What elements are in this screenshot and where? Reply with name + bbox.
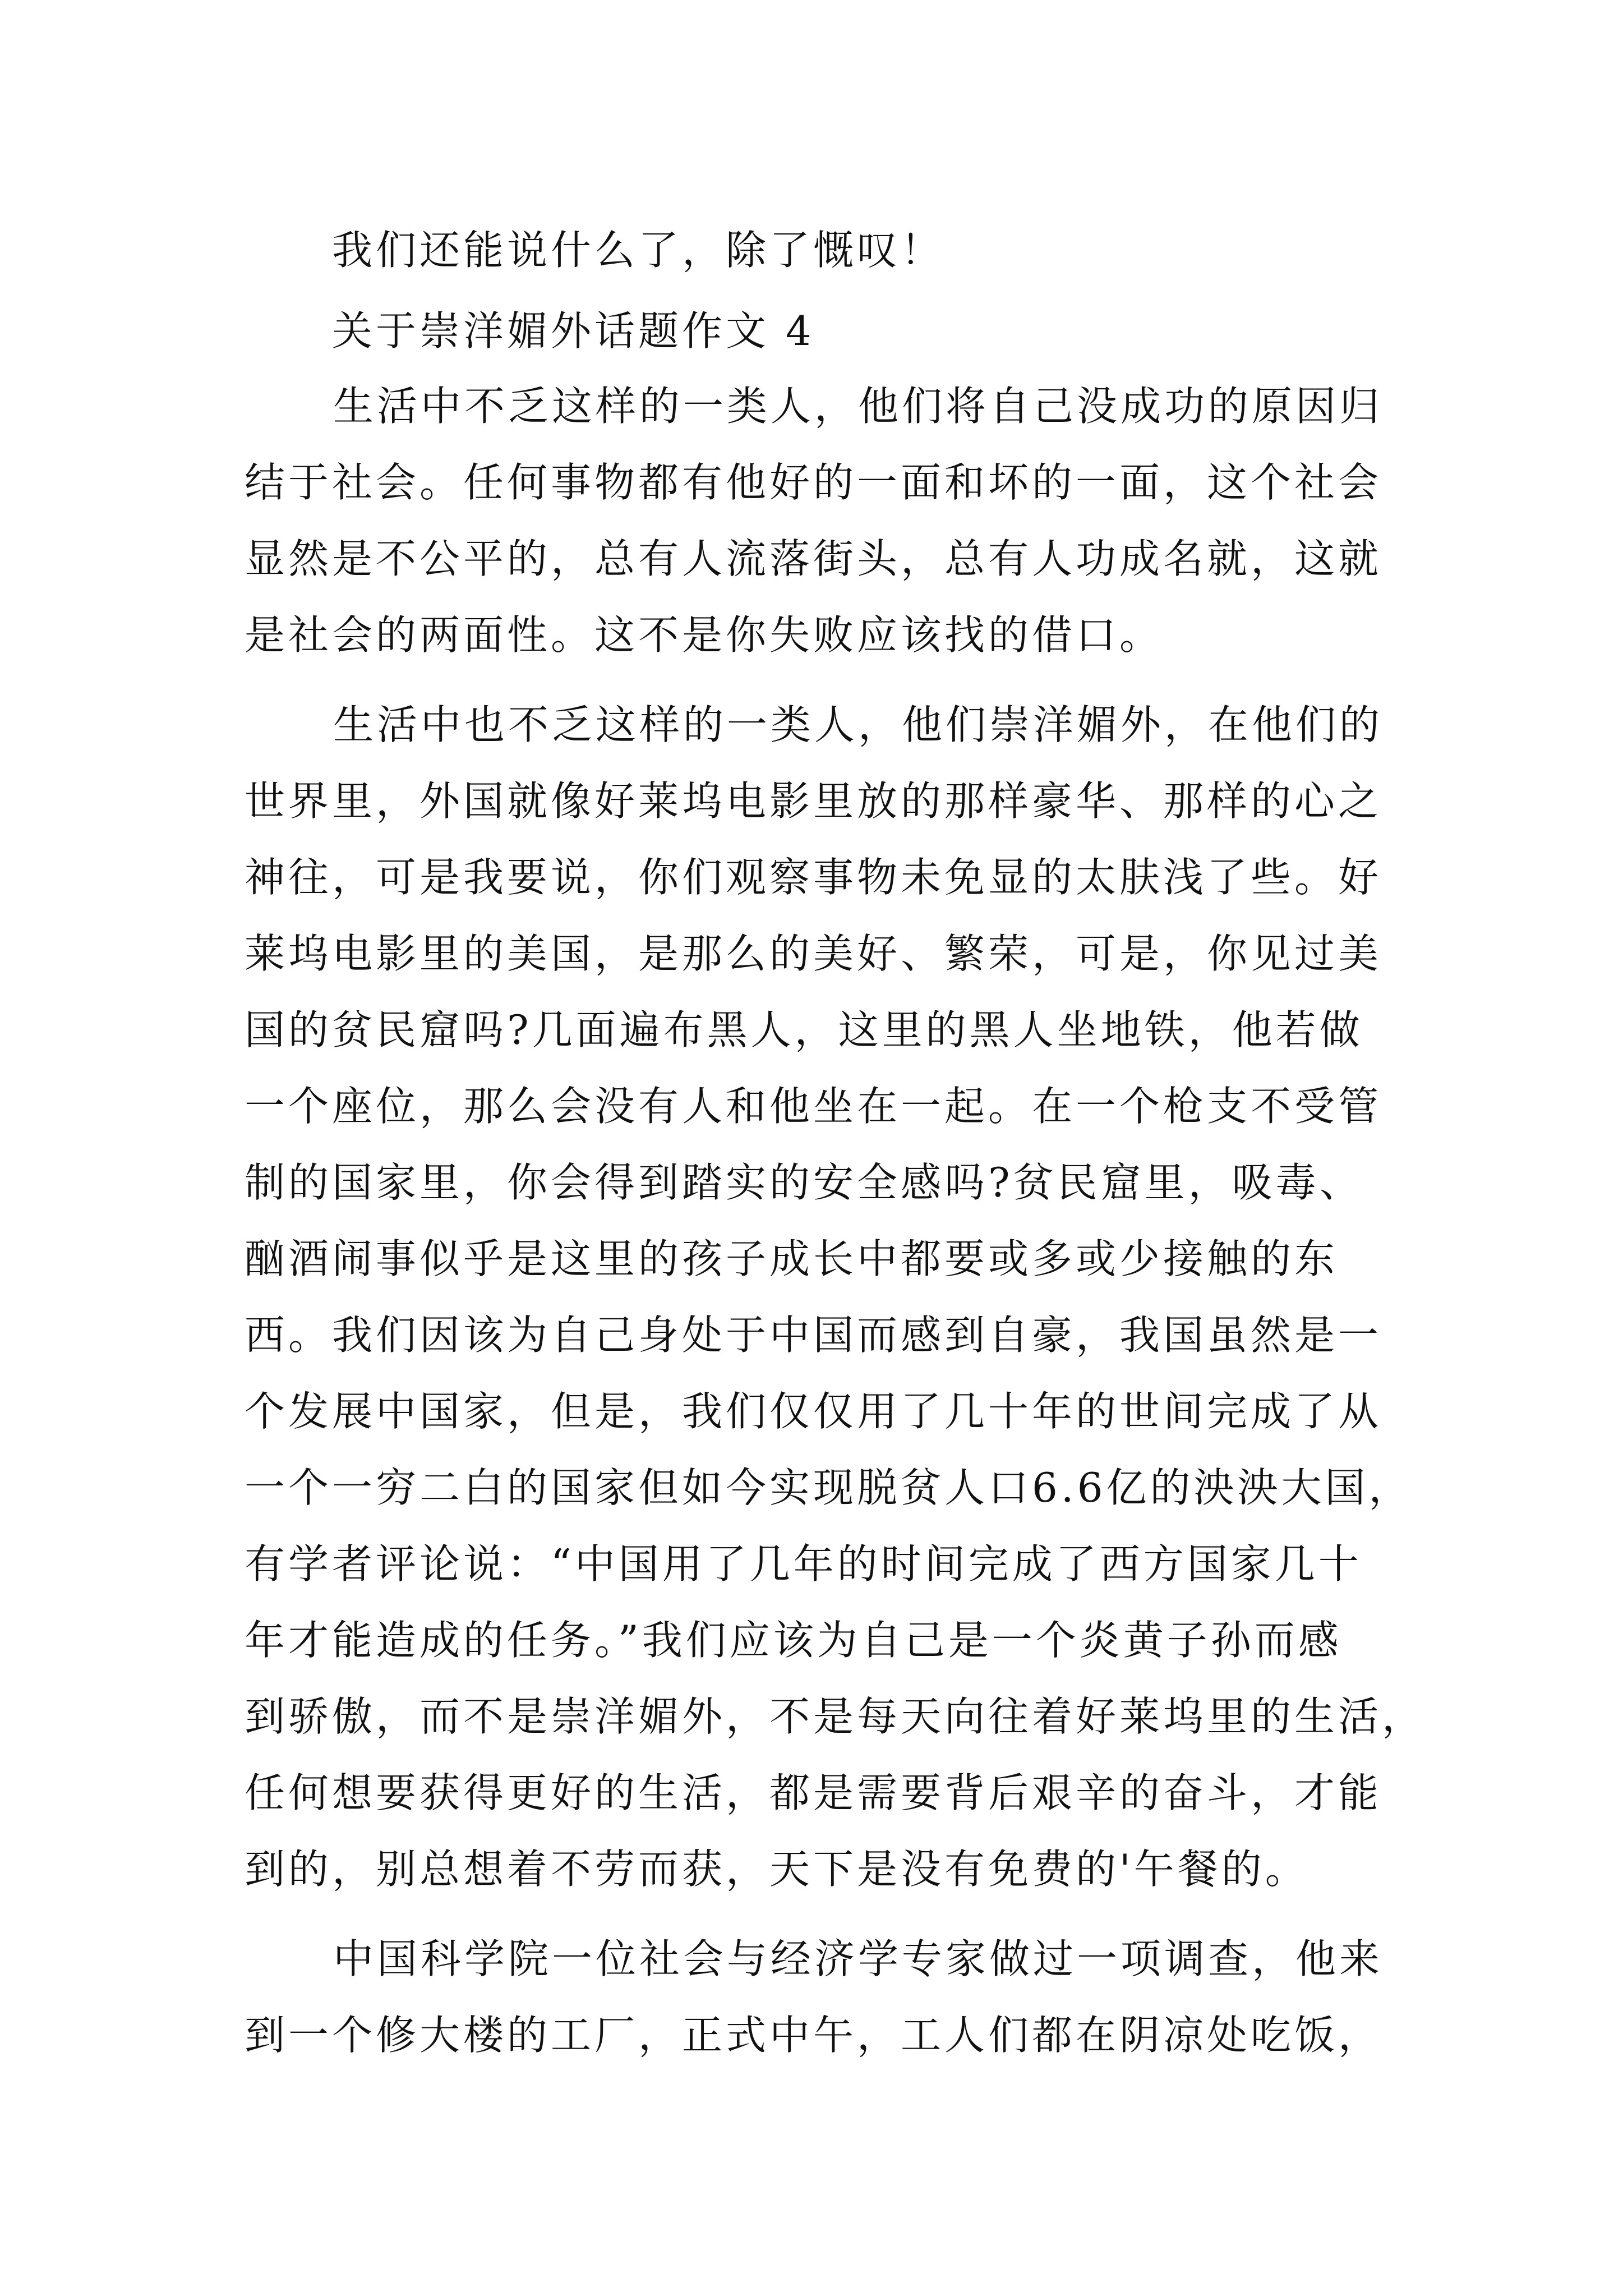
paragraph-line: 到骄傲，而不是崇洋媚外，不是每天向往着好莱坞里的生活， (245, 1693, 1426, 1740)
paragraph-1 (245, 368, 1383, 673)
paragraph-line: 制的国家里，你会得到踏实的安全感吗?贫民窟里，吸毒、 (245, 1159, 1363, 1206)
paragraph-line: 显然是不公平的，总有人流落街头，总有人功成名就，这就 (245, 535, 1382, 582)
paragraph-line: 中国科学院一位社会与经济学专家做过一项调查，他来 (333, 1935, 1384, 1982)
paragraph-line: 生活中不乏这样的一类人，他们将自己没成功的原因归 (333, 383, 1384, 430)
paragraph-line: 酗酒闹事似乎是这里的孩子成长中都要或多或少接触的东 (245, 1235, 1339, 1282)
paragraph-line: 任何想要获得更好的生活，都是需要背后艰辛的奋斗，才能 (245, 1769, 1382, 1816)
paragraph-line: 到的，别总想着不劳而获，天下是没有免费的'午餐的。 (245, 1846, 1309, 1893)
paragraph-line: 莱坞电影里的美国，是那么的美好、繁荣，可是，你见过美 (245, 930, 1382, 977)
paragraph-2 (245, 687, 1426, 1907)
paragraph-line: 国的贫民窟吗?几面遍布黑人，这里的黑人坐地铁，他若做 (245, 1006, 1363, 1053)
essay-heading (332, 293, 1470, 369)
paragraph-line: 神往，可是我要说，你们观察事物未免显的太肤浅了些。好 (245, 854, 1382, 901)
paragraph-3 (245, 1921, 1383, 2073)
paragraph-line: 一个一穷二白的国家但如今实现脱贫人口6.6亿的泱泱大国， (245, 1464, 1413, 1511)
essay-body (245, 368, 1426, 2087)
paragraph-line: 有学者评论说：“中国用了几年的时间完成了西方国家几十 (245, 1540, 1362, 1588)
paragraph-line: 世界里，外国就像好莱坞电影里放的那样豪华、那样的心之 (245, 777, 1382, 825)
paragraph-line: 到一个修大楼的工厂，正式中午，工人们都在阴凉处吃饭， (245, 2012, 1382, 2059)
paragraph-line: 生活中也不乏这样的一类人，他们崇洋媚外，在他们的 (333, 701, 1384, 748)
text-line: 我们还能说什么了，除了慨叹！ (332, 227, 945, 274)
text-line-exclamation (332, 212, 1470, 288)
paragraph-line: 是社会的两面性。这不是你失败应该找的借口。 (245, 611, 1164, 659)
paragraph-line: 一个座位，那么会没有人和他坐在一起。在一个枪支不受管 (245, 1083, 1382, 1130)
heading-text: 关于崇洋媚外话题作文 4 (332, 307, 815, 355)
paragraph-line: 结于社会。任何事物都有他好的一面和坏的一面，这个社会 (245, 459, 1382, 506)
paragraph-line: 个发展中国家，但是，我们仅仅用了几十年的世间完成了从 (245, 1388, 1382, 1435)
paragraph-line: 西。我们因该为自己身处于中国而感到自豪，我国虽然是一 (245, 1312, 1382, 1359)
paragraph-line: 年才能造成的任务。”我们应该为自己是一个炎黄子孙而感 (245, 1617, 1342, 1664)
